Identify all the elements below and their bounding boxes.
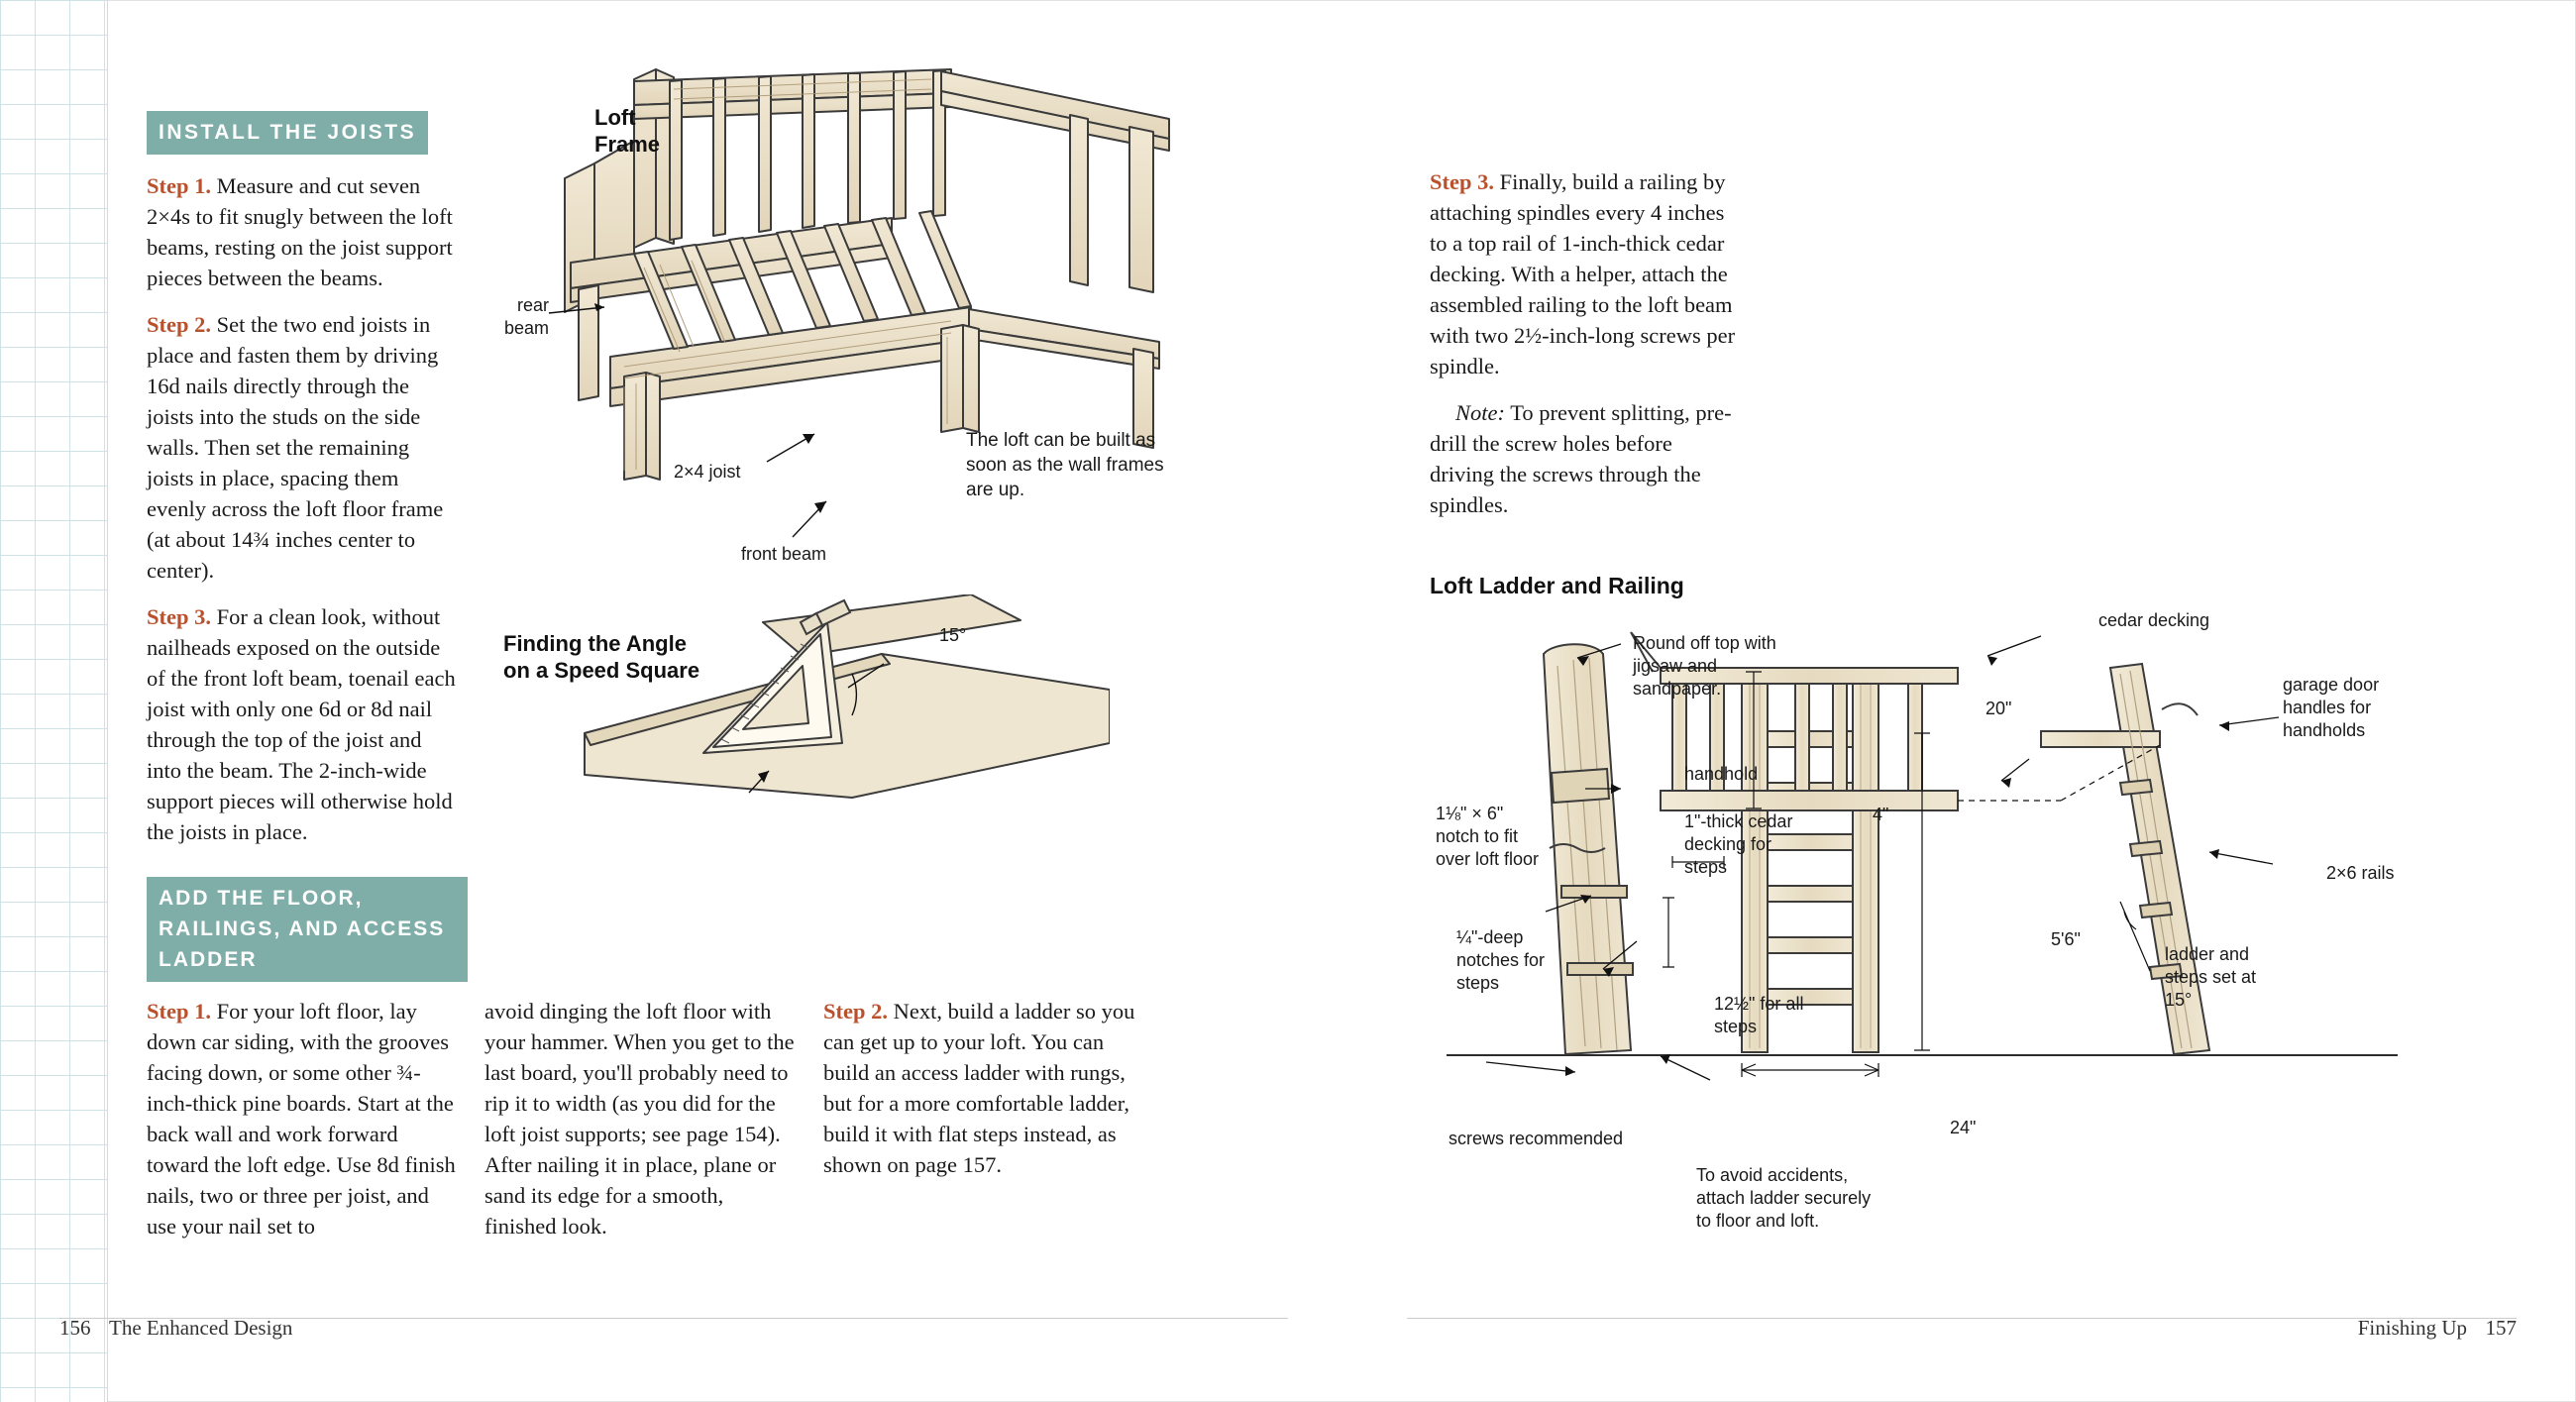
loft-frame-title-line2: Frame: [594, 132, 661, 157]
running-head-right: Finishing Up: [2357, 1316, 2467, 1340]
step-label: Step 3.: [147, 604, 212, 629]
dimension-step-spacing: 12½" for all steps: [1714, 994, 1804, 1036]
callout-notch-to-fit: 1⅛" × 6" notch to fit over loft floor: [1436, 804, 1540, 869]
loft-frame-title: [594, 104, 660, 158]
callout-angle-15: 15°: [939, 625, 967, 645]
loft-ladder-figure-title: Loft Ladder and Railing: [1430, 573, 1684, 598]
step-paragraph: [147, 309, 462, 586]
step-text: For your loft floor, lay down car siding, with the grooves facing down, or some other ¾-inch-thick pine boards. Start at the back wall and work forward toward the loft edge. Use 8d finish nails, two or three per joist, and use your nail set to: [147, 999, 456, 1239]
speed-square-title-line2: on a Speed Square: [503, 658, 700, 683]
callout-rear-beam-line1: rear: [516, 295, 549, 315]
loft-frame-illustration: [476, 59, 1199, 485]
step-text: Set the two end joists in place and fasten them by driving 16d nails directly through the joists into the studs on the side walls. Then set the remaining joists in place, spacing them evenly across the loft floor frame (at about 14¾ inches center to center).: [147, 312, 444, 583]
install-joists-steps: [147, 170, 462, 863]
add-floor-col-1: [147, 996, 462, 1257]
step-label: Step 3.: [1430, 169, 1495, 194]
speed-square-title-line1: Finding the Angle: [503, 631, 687, 656]
callout-cedar-decking-steps: 1"-thick cedar decking for steps: [1684, 811, 1793, 877]
step-paragraph: [1430, 166, 1737, 381]
speed-square-title: [503, 630, 699, 684]
ladder-railing-illustration: [1427, 614, 2417, 1130]
callout-quarter-inch-notches: ¼"-deep notches for steps: [1456, 927, 1546, 993]
note-label: Note:: [1455, 400, 1505, 425]
step-paragraph: [147, 996, 462, 1241]
dimension-24-inch: 24": [1950, 1118, 1977, 1137]
callout-round-off-top: Round off top with jigsaw and sandpaper.: [1633, 633, 1776, 699]
callout-garage-door-handles: garage door handles for handholds: [2283, 675, 2380, 740]
callout-rear-beam-line2: beam: [503, 318, 549, 338]
section-heading-install-joists: INSTALL THE JOISTS: [147, 111, 428, 155]
decorative-grid-strip: [0, 0, 107, 1402]
dimension-4-inch: 4": [1873, 805, 1889, 824]
dimension-5ft6: 5'6": [2051, 929, 2081, 949]
note-text: To prevent splitting, pre-drill the screw holes before driving the screws through the spindles.: [1430, 400, 1732, 517]
step-label: Step 2.: [147, 312, 212, 337]
right-step-3: [1430, 166, 1737, 536]
callout-ladder-angle: ladder and steps set at 15°: [2165, 944, 2257, 1010]
step-paragraph: [147, 170, 462, 293]
loft-frame-caption: The loft can be built as soon as the wall frames are up.: [966, 430, 1164, 500]
step-text: Finally, build a railing by attaching spindles every 4 inches to a top rail of 1-inch-thick cedar decking. With a helper, attach the assembled railing to the loft beam with two 2½-inch-long screws per spindle.: [1430, 169, 1736, 378]
note-paragraph: [1430, 397, 1737, 520]
callout-joist: 2×4 joist: [674, 462, 741, 482]
step-label: Step 1.: [147, 999, 212, 1024]
step-text: For a clean look, without nailheads exposed on the outside of the front loft beam, toenail each joist with only one 6d or 8d nail through the top of the joist and into the beam. The 2-inch-wide support pieces will otherwise hold the joists in place.: [147, 604, 456, 844]
loft-frame-title-line1: Loft: [594, 105, 636, 130]
leader-joist: [763, 428, 822, 468]
leader-rear-beam: [547, 297, 610, 331]
callout-handhold: handhold: [1684, 764, 1759, 784]
page-edge-line: [107, 0, 108, 1402]
callout-screws-recommended: screws recommended: [1449, 1129, 1624, 1148]
callout-rear-beam: [480, 294, 549, 340]
footer-rule-right: [1407, 1318, 2517, 1319]
body-paragraph: avoid dinging the loft floor with your hammer. When you get to the last board, you'll probably need to rip it to width (as you did for the loft joist supports; see page 154). After nailing it in place, plane or sand its edge for a smooth, finished look.: [484, 999, 795, 1239]
folio-left-number: 156: [59, 1316, 91, 1340]
callout-2x6-rails: 2×6 rails: [2326, 863, 2395, 883]
callout-avoid-accidents: To avoid accidents, attach ladder securely to floor and loft.: [1696, 1165, 1872, 1231]
section-heading-add-floor: ADD THE FLOOR, RAILINGS, AND ACCESS LADDER: [147, 877, 468, 982]
callout-front-beam: front beam: [741, 544, 827, 564]
step-paragraph: [147, 601, 462, 847]
running-head-left: The Enhanced Design: [109, 1316, 293, 1340]
step-label: Step 1.: [147, 173, 212, 198]
add-floor-col-2: [484, 996, 800, 1257]
dimension-20-inch: 20": [1986, 699, 2012, 718]
folio-right-number: 157: [2485, 1316, 2517, 1340]
callout-cedar-decking: cedar decking: [2098, 610, 2210, 630]
step-text: Measure and cut seven 2×4s to fit snugly between the loft beams, resting on the joist support pieces between the beams.: [147, 173, 453, 290]
leader-front-beam: [785, 495, 834, 541]
step-paragraph: [823, 996, 1140, 1180]
add-floor-col-3: [823, 996, 1140, 1196]
step-label: Step 2.: [823, 999, 889, 1024]
step-text: Next, build a ladder so you can get up to your loft. You can build an access ladder with rungs, but for a more comfortable ladder, build it with flat steps instead, as shown on page 157.: [823, 999, 1135, 1177]
